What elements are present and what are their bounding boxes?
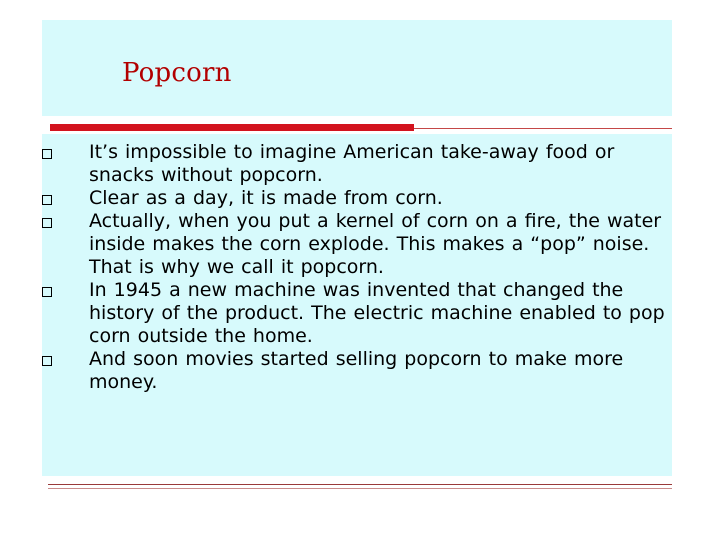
hollow-square-bullet-icon bbox=[42, 149, 52, 159]
slide-title: Popcorn bbox=[122, 58, 232, 88]
bullet-item bbox=[42, 210, 672, 279]
bullet-item bbox=[42, 141, 672, 187]
title-accent-line bbox=[414, 128, 672, 129]
title-accent-bar bbox=[50, 124, 414, 131]
bullet-item bbox=[42, 348, 672, 394]
hollow-square-bullet-icon bbox=[42, 356, 52, 366]
hollow-square-bullet-icon bbox=[42, 195, 52, 205]
bullet-text: In 1945 a new machine was invented that changed the history of the product. The electric machine enabled to pop corn outside the home. bbox=[89, 279, 665, 347]
hollow-square-bullet-icon bbox=[42, 287, 52, 297]
footer-divider bbox=[48, 484, 672, 485]
bullet-list bbox=[42, 141, 672, 394]
bullet-text: And soon movies started selling popcorn to make more money. bbox=[89, 348, 624, 393]
bullet-text: Actually, when you put a kernel of corn on a fire, the water inside makes the corn explode. This makes a “pop” noise. That is why we call it popcorn. bbox=[89, 210, 662, 278]
footer-divider-secondary bbox=[48, 488, 672, 489]
bullet-text: Clear as a day, it is made from corn. bbox=[89, 187, 443, 209]
bullet-item bbox=[42, 279, 672, 348]
bullet-item bbox=[42, 187, 672, 210]
bullet-text: It’s impossible to imagine American take-away food or snacks without popcorn. bbox=[89, 141, 615, 186]
hollow-square-bullet-icon bbox=[42, 218, 52, 228]
